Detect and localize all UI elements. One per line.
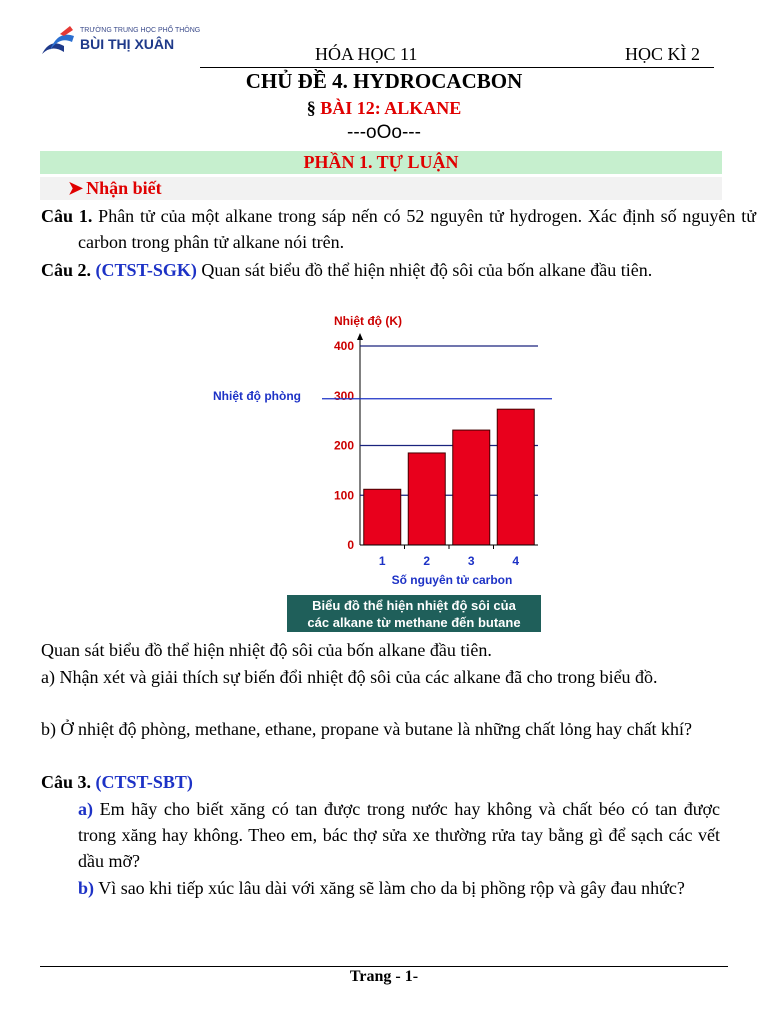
question-1-label: Câu 1. [41,206,93,226]
level-heading [40,177,722,200]
bar [408,453,445,545]
question-2-text: Quan sát biểu đồ thể hiện nhiệt độ sôi của bốn alkane đầu tiên. [196,260,653,280]
ornament-divider: ---oOo--- [347,122,421,143]
school-tagline: TRƯỜNG TRUNG HỌC PHỔ THÔNG [80,27,201,34]
x-tick-label: 1 [378,554,386,568]
bar [453,430,490,545]
page-number: Trang - 1- [349,968,419,985]
section-sign: § [306,98,316,118]
chart-caption [287,595,541,632]
question-3-part-a [78,796,720,874]
book-logo-icon [40,24,78,58]
question-3-part-b [78,875,720,901]
x-tick-label: 4 [512,554,520,568]
subject-title: HÓA HỌC 11 [315,44,418,64]
lesson-title [0,98,768,119]
y-tick-label: 300 [333,388,354,403]
topic-title: CHỦ ĐỀ 4. HYDROCACBON [245,69,523,93]
x-tick-label: 3 [467,554,475,568]
question-2 [41,257,719,283]
chart-caption-line-2: các alkane từ methane đến butane [307,615,521,630]
question-2-source: (CTST-SGK) [95,260,197,280]
bar [497,409,534,545]
y-tick-label: 0 [347,538,354,552]
chart-caption-line-1: Biểu đồ thể hiện nhiệt độ sôi của [312,598,516,613]
school-name: BÙI THỊ XUÂN [80,36,175,52]
header-rule [200,67,714,68]
question-3 [41,769,719,795]
x-axis-title: Số nguyên tử carbon [391,573,513,587]
level-label: Nhận biết [86,178,162,198]
footer-rule [40,966,728,967]
question-1 [41,203,756,255]
arrow-bullet-icon: ➤ [68,178,84,198]
question-2-label: Câu 2. [41,260,92,280]
y-tick-label: 400 [333,339,354,353]
question-3-label: Câu 3. [41,772,92,792]
bar [364,489,401,545]
question-3-b-text: Vì sao khi tiếp xúc lâu dài với xăng sẽ làm cho da bị phồng rộp và gây đau nhức? [94,878,685,898]
room-temperature-label: Nhiệt độ phòng [213,388,301,403]
term-label: HỌC KÌ 2 [625,44,700,64]
y-tick-label: 100 [333,488,354,503]
question-3-a-text: Em hãy cho biết xăng có tan được trong nước hay không và chất béo có tan được trong xăng hay không. Theo em, bác thợ sửa xe thường rửa tay bằng gì để sạch các vết dầu mỡ? [78,799,720,871]
y-tick-label: 200 [333,438,354,453]
y-axis-arrow-icon [357,333,363,340]
x-tick-label: 2 [423,554,431,568]
question-3-b-label: b) [78,878,95,898]
question-3-source: (CTST-SBT) [95,772,193,792]
question-2-part-b: b) Ở nhiệt độ phòng, methane, ethane, propane và butane là những chất lỏng hay chất khí? [41,719,693,739]
question-2-part-a: a) Nhận xét và giải thích sự biến đổi nhiệt độ sôi của các alkane đã cho trong biểu đồ. [41,667,658,687]
school-logo [40,24,200,64]
y-axis-title: Nhiệt độ (K) [334,314,402,328]
question-3-a-label: a) [78,799,93,819]
part-heading: PHẦN 1. TỰ LUẬN [40,151,722,174]
question-1-text: Phân tử của một alkane trong sáp nến có 52 nguyên tử hydrogen. Xác định số nguyên tử carbon trong phân tử alkane nói trên. [78,206,756,252]
lesson-name: BÀI 12: ALKANE [320,98,462,118]
question-2-observe: Quan sát biểu đồ thể hiện nhiệt độ sôi của bốn alkane đầu tiên. [41,640,492,660]
